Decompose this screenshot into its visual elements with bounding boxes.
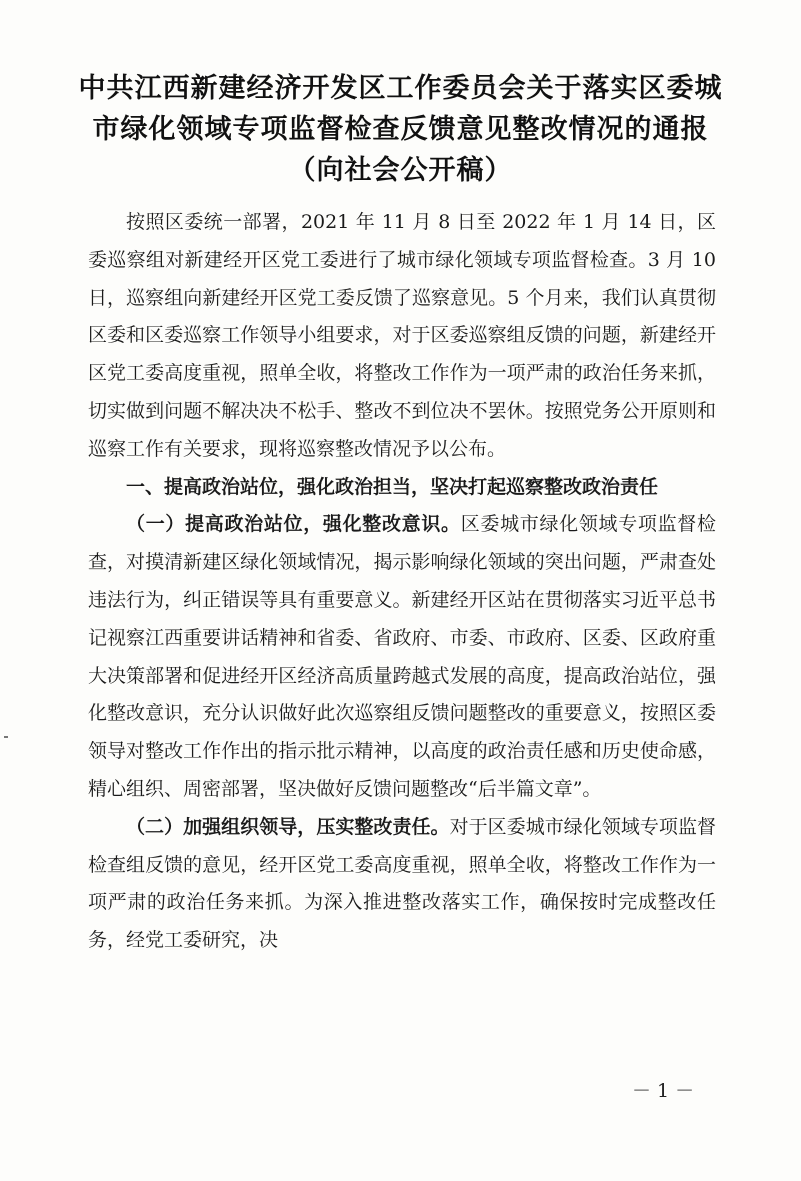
document-title: 中共江西新建经济开发区工作委员会关于落实区委城市绿化领域专项监督检查反馈意见整改情况的通报（向社会公开稿） — [78, 73, 723, 186]
subsection-paragraph-2 — [88, 809, 716, 960]
page-number: － 1 － — [632, 1080, 695, 1102]
subsection-paragraph-1 — [88, 506, 716, 808]
document-body — [88, 204, 716, 960]
subsection-heading-2: （二）加强组织领导，压实整改责任。 — [126, 815, 450, 838]
subsection-text-1: 区委城市绿化领域专项监督检查，对摸清新建区绿化领域情况，揭示影响绿化领域的突出问题，严肃查处违法行为，纠正错误等具有重要意义。新建经开区站在贯彻落实习近平总书记视察江西重要讲话精神和省委、省政府、市委、市政府、区委、区政府重大决策部署和促进经开区经济高质量跨越式发展的高度，提高政治站位，强化整改意识，充分认识做好此次巡察组反馈问题整改的重要意义，按照区委领导对整改工作作出的指示批示精神，以高度的政治责任感和历史使命感，精心组织、周密部署，坚决做好反馈问题整改“后半篇文章”。 — [88, 513, 716, 800]
subsection-heading-1: （一）提高政治站位，强化整改意识。 — [126, 513, 461, 536]
scan-speck — [4, 736, 8, 738]
intro-paragraph: 按照区委统一部署，2021 年 11 月 8 日至 2022 年 1 月 14 日，区委巡察组对新建经开区党工委进行了城市绿化领域专项监督检查。3 月 10 日，巡察组向新建经开区党工委反馈了巡察意见。5 个月来，我们认真贯彻区委和区委巡察工作领导小组要求，对于区委巡察组反馈的问题，新建经开区党工委高度重视，照单全收，将整改工作作为一项严肃的政治任务来抓，切实做到问题不解决决不松手、整改不到位决不罢休。按照党务公开原则和巡察工作有关要求，现将巡察整改情况予以公布。 — [88, 211, 716, 460]
section-heading: 一、提高政治站位，强化政治担当，坚决打起巡察整改政治责任 — [126, 475, 659, 498]
subsection-text-2: 对于区委城市绿化领域专项监督检查组反馈的意见，经开区党工委高度重视，照单全收，将整改工作作为一项严肃的政治任务来抓。为深入推进整改落实工作，确保按时完成整改任务，经党工委研究，决 — [88, 815, 716, 952]
